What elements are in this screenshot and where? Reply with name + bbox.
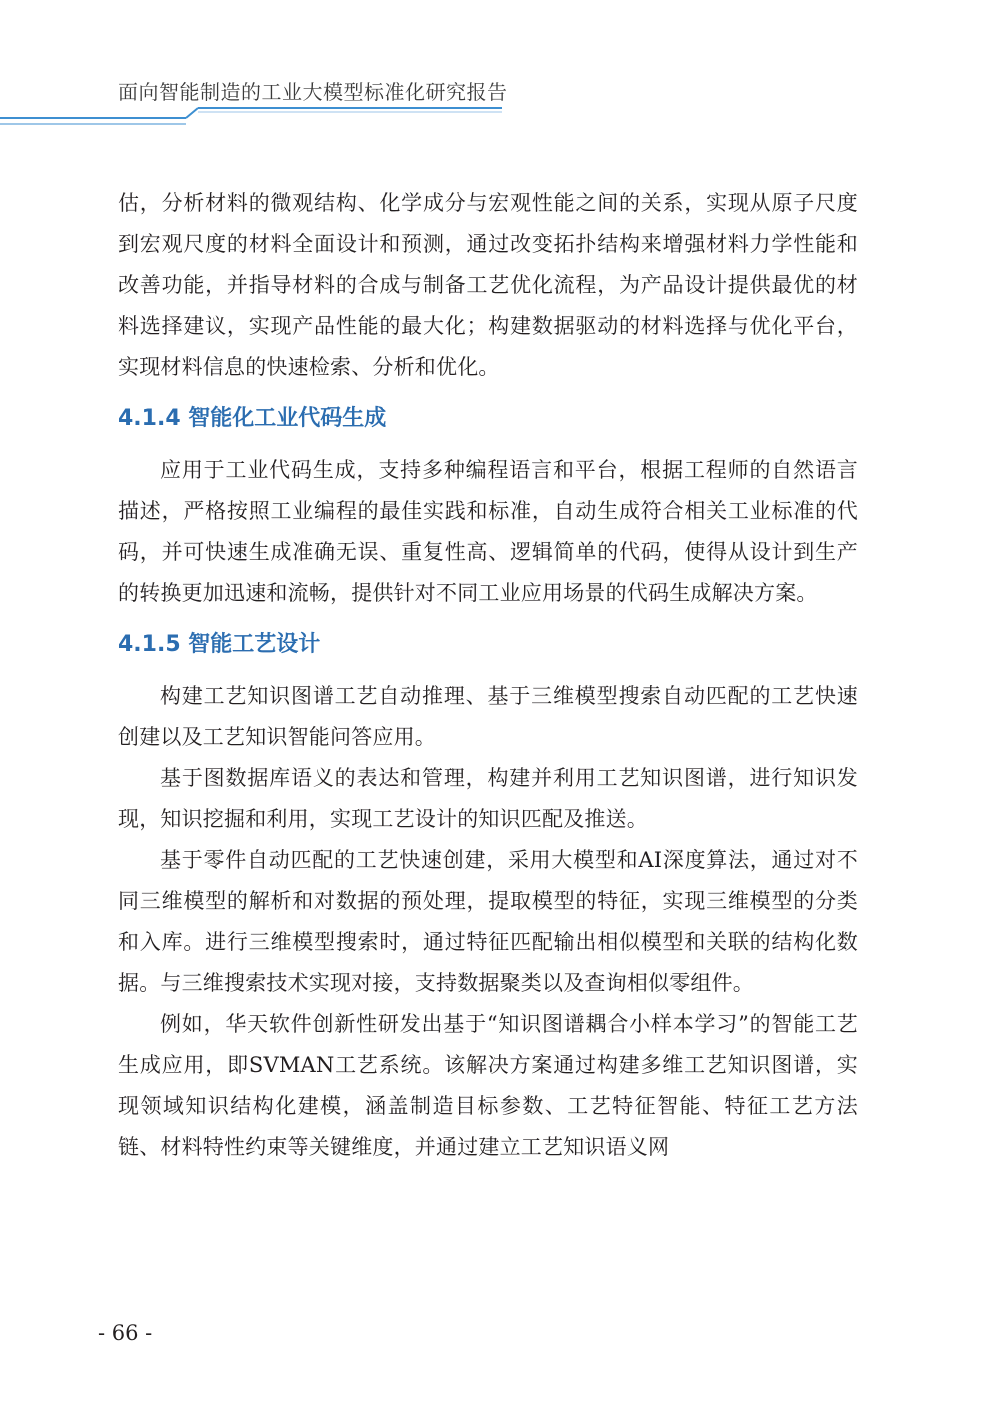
page-number: - 66 - <box>98 1321 153 1345</box>
main-content <box>118 183 858 1168</box>
paragraph: 构建工艺知识图谱工艺自动推理、基于三维模型搜索自动匹配的工艺快速创建以及工艺知识智能问答应用。 <box>118 684 858 749</box>
paragraph-continuation: 估，分析材料的微观结构、化学成分与宏观性能之间的关系，实现从原子尺度到宏观尺度的材料全面设计和预测，通过改变拓扑结构来增强材料力学性能和改善功能，并指导材料的合成与制备工艺优化流程，为产品设计提供最优的材料选择建议，实现产品性能的最大化；构建数据驱动的材料选择与优化平台，实现材料信息的快速检索、分析和优化。 <box>118 191 858 379</box>
paragraph: 例如，华天软件创新性研发出基于“知识图谱耦合小样本学习”的智能工艺生成应用，即SVMAN工艺系统。该解决方案通过构建多维工艺知识图谱，实现领域知识结构化建模，涵盖制造目标参数、工艺特征智能、特征工艺方法链、材料特性约束等关键维度，并通过建立工艺知识语义网 <box>118 1012 858 1159</box>
section-heading-4-1-4: 4.1.4 智能化工业代码生成 <box>118 406 387 431</box>
section-heading-4-1-5: 4.1.5 智能工艺设计 <box>118 632 321 657</box>
paragraph: 基于图数据库语义的表达和管理，构建并利用工艺知识图谱，进行知识发现，知识挖掘和利用，实现工艺设计的知识匹配及推送。 <box>118 766 858 831</box>
paragraph: 应用于工业代码生成，支持多种编程语言和平台，根据工程师的自然语言描述，严格按照工业编程的最佳实践和标准，自动生成符合相关工业标准的代码，并可快速生成准确无误、重复性高、逻辑简单的代码，使得从设计到生产的转换更加迅速和流畅，提供针对不同工业应用场景的代码生成解决方案。 <box>118 458 858 605</box>
header-rule <box>0 100 520 130</box>
running-header-title: 面向智能制造的工业大模型标准化研究报告 <box>118 80 508 104</box>
paragraph: 基于零件自动匹配的工艺快速创建，采用大模型和AI深度算法，通过对不同三维模型的解析和对数据的预处理，提取模型的特征，实现三维模型的分类和入库。进行三维模型搜索时，通过特征匹配输出相似模型和关联的结构化数据。与三维搜索技术实现对接，支持数据聚类以及查询相似零组件。 <box>118 848 858 995</box>
